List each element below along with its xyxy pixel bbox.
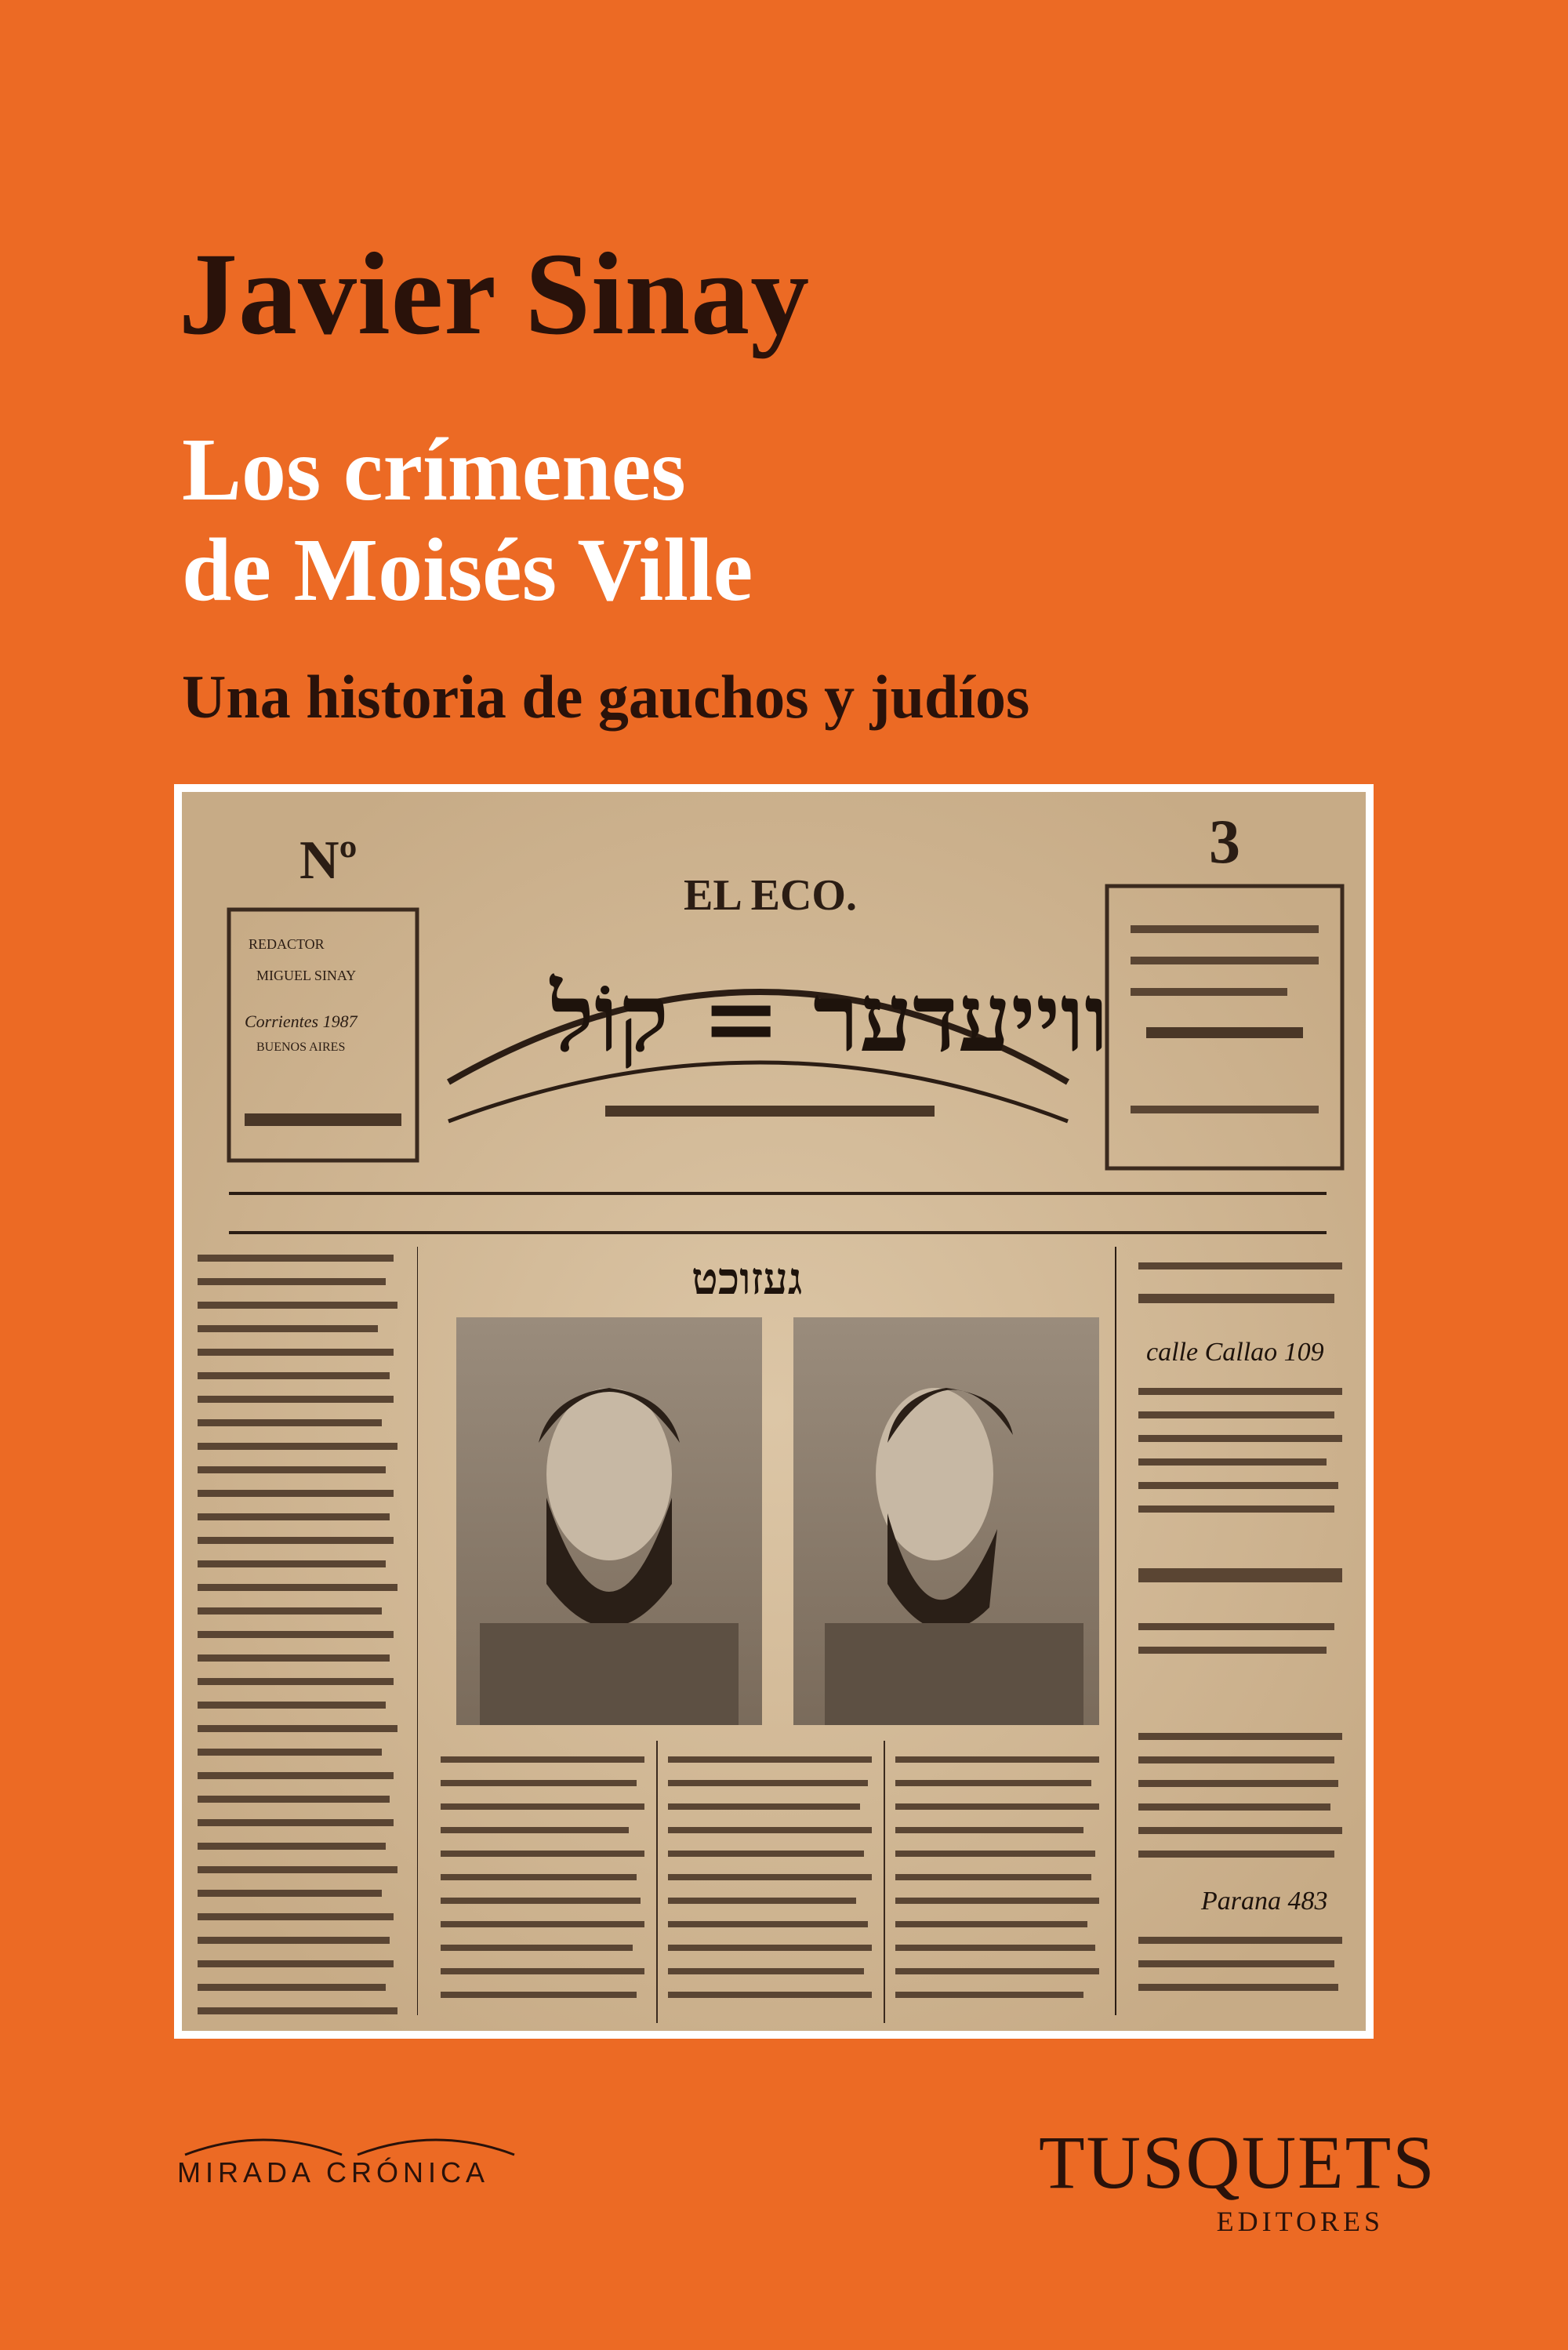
publisher-subtitle: EDITORES	[1216, 2206, 1384, 2237]
publisher-logo	[1039, 2120, 1436, 2238]
book-title-line-1: Los crímenes	[182, 420, 686, 519]
collection-arc-decoration	[177, 2125, 522, 2156]
hebrew-masthead: ווייעדער = קוֹל	[550, 963, 1109, 1073]
number-label: Nº	[299, 830, 358, 891]
redactor-name: MIGUEL SINAY	[256, 968, 357, 983]
cover-image-frame	[174, 784, 1374, 2039]
author-name: Javier Sinay	[179, 229, 811, 359]
address-street: Corrientes 1987	[245, 1012, 358, 1031]
book-subtitle: Una historia de gauchos y judíos	[182, 663, 1030, 731]
address-city: BUENOS AIRES	[256, 1041, 346, 1054]
masthead-title: EL ECO.	[684, 871, 857, 920]
book-title	[182, 420, 753, 619]
newspaper-photo	[182, 792, 1366, 2031]
redactor-label: REDACTOR	[249, 936, 325, 952]
newspaper-illustration	[182, 792, 1366, 2031]
book-title-line-2: de Moisés Ville	[182, 519, 753, 619]
ad-parana: Parana 483	[1201, 1887, 1328, 1916]
publisher-name: TUSQUETS	[1039, 2120, 1436, 2204]
issue-number: 3	[1209, 808, 1240, 877]
ad-callao: calle Callao 109	[1146, 1338, 1324, 1367]
collection-name: MIRADA CRÓNICA	[177, 2156, 490, 2188]
headline: געזוכט	[691, 1253, 803, 1305]
